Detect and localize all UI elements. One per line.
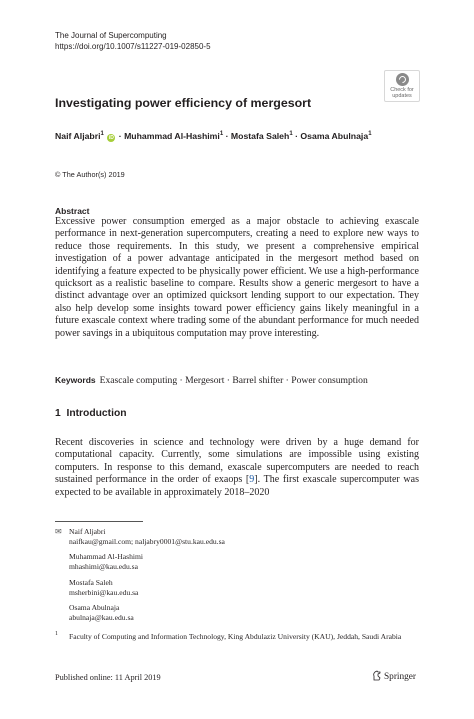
author-list	[55, 131, 372, 142]
contact-email[interactable]: mhashimi@kau.edu.sa	[69, 561, 138, 571]
contact-email[interactable]: abulnaja@kau.edu.sa	[69, 612, 134, 622]
author-affil-sup: 1	[289, 131, 293, 138]
author-separator: ·	[225, 131, 229, 141]
abstract-text: Excessive power consumption emerged as a major obstacle to achieving exascale performance in next-generation supercomputers, creating a need to explore new ways to reduce those requirements. In this study, we present a comprehensive empirical investigation of a power advantage anticipated in the mergesort method based on identifying a feature expected to be physically power efficient. We use a high-performance quicksort as a realistic baseline to compare. Results show a generic mergesort to have a distinct advantage over an optimized quicksort lending support to our expectation. They also help develop some insights toward power efficiency gains likely meaningful in a future exascale context where trading some of the abundant performance for much needed power savings in a ubiquitous computation may prove interesting.	[55, 216, 419, 339]
contact-name: Muhammad Al-Hashimi	[69, 552, 144, 561]
contact-email[interactable]: msherbini@kau.edu.sa	[69, 587, 139, 597]
intro-text-2: ]. The first exascale supercomputer was expected to be available in approximately 2018–2020	[55, 474, 419, 498]
section-number: 1	[55, 408, 61, 419]
keywords-line	[55, 375, 368, 386]
contact-entry	[69, 578, 138, 598]
paper-title: Investigating power efficiency of mergesort	[55, 96, 312, 110]
author-affil-sup: 1	[368, 131, 372, 138]
journal-doi[interactable]: https://doi.org/10.1007/s11227-019-02850-5	[55, 41, 211, 51]
citation-link[interactable]: 9	[249, 474, 255, 486]
contact-name: Naif Aljabri	[69, 527, 106, 536]
springer-horse-icon	[372, 670, 382, 681]
affiliation-text: Faculty of Computing and Information Technology, King Abdulaziz University (KAU), Jeddah, Saudi Arabia	[69, 632, 402, 641]
intro-paragraph	[55, 437, 419, 499]
author-affil-sup: 1	[100, 131, 104, 138]
author-affil-sup: 1	[219, 131, 224, 138]
author-name[interactable]: Naif Aljabri	[55, 131, 101, 141]
section-heading	[55, 408, 127, 419]
affiliation-number: 1	[55, 631, 58, 637]
springer-logo	[372, 670, 416, 682]
contact-entry	[69, 552, 143, 572]
author-separator: ·	[295, 131, 298, 141]
contact-name: Osama Abulnaja	[69, 603, 120, 612]
published-date: Published online: 11 April 2019	[55, 673, 161, 682]
orcid-icon[interactable]: iD	[108, 135, 114, 141]
author-name[interactable]: Mostafa Saleh	[230, 131, 290, 141]
badge-line2: updates	[392, 93, 412, 99]
author-separator: ·	[118, 131, 122, 141]
section-title: Introduction	[66, 408, 127, 419]
journal-header	[55, 31, 211, 52]
contact-entry	[69, 603, 134, 623]
publisher-name: Springer	[384, 672, 417, 682]
copyright-line: © The Author(s) 2019	[55, 170, 125, 179]
author-name[interactable]: Osama Abulnaja	[300, 131, 369, 141]
footnote-divider	[55, 521, 143, 522]
keywords-text: Exascale computing · Mergesort · Barrel shifter · Power consumption	[99, 375, 368, 386]
abstract-heading: Abstract	[55, 206, 90, 216]
author-name[interactable]: Muhammad Al-Hashimi	[124, 131, 220, 141]
badge-line1: Check for	[390, 87, 414, 93]
contact-name: Mostafa Saleh	[69, 578, 113, 587]
contact-email[interactable]: naifkau@gmail.com; naljabry0001@stu.kau.edu.sa	[69, 536, 225, 546]
journal-name: The Journal of Supercomputing	[55, 31, 167, 40]
check-updates-icon	[396, 73, 409, 86]
check-for-updates-badge[interactable]	[384, 70, 420, 102]
keywords-heading: Keywords	[55, 375, 96, 385]
intro-text-1: Recent discoveries in science and technology were driven by a huge demand for computational capacity. Currently, some simulations are impossible using existing computers. In response to this demand, exascale supercomputers are needed to reach sustained performance in the order of exaops [	[55, 437, 419, 486]
envelope-icon: ✉	[55, 527, 62, 536]
contact-entry	[69, 527, 225, 547]
